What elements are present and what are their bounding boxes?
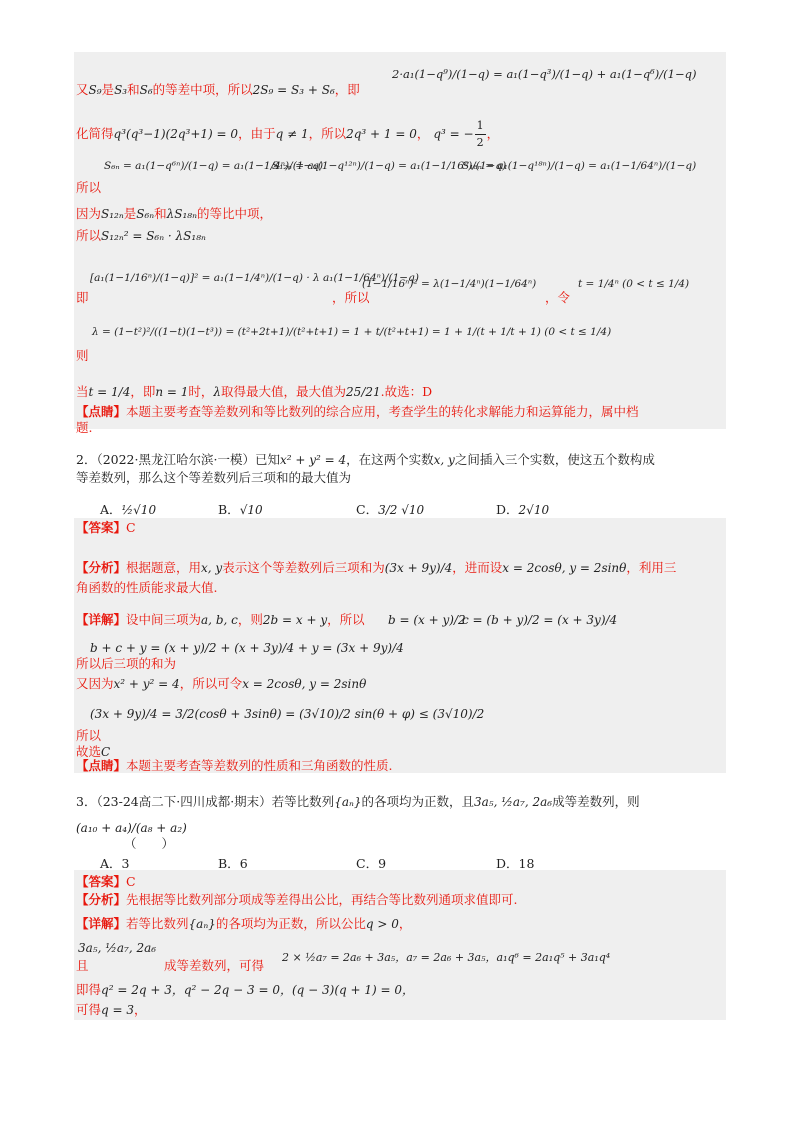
q2-option-c[interactable]: C．3/2 √10	[356, 502, 425, 517]
q2-dianjing: 【点睛】本题主要考查等差数列的性质和三角函数的性质.	[76, 758, 393, 773]
q2-detail-c: c = (b + y)/2 = (x + 3y)/4	[462, 613, 618, 627]
q2-option-d[interactable]: D．2√10	[496, 502, 550, 517]
p1-s6n-formula: S₆ₙ = a₁(1−q⁶ⁿ)/(1−q) = a₁(1−1/4ⁿ)/(1−q)	[104, 160, 324, 172]
q2-detail-2: 所以后三项的和为	[76, 656, 177, 671]
q3-detail-2b: 成等差数列，可得	[164, 958, 265, 973]
q2-option-b[interactable]: B．√10	[218, 502, 263, 517]
p1-line-5: 所以S₁₂ₙ² = S₆ₙ · λS₁₈ₙ	[76, 228, 206, 243]
q2-stem-2: 等差数列，那么这个等差数列后三项和的最大值为	[76, 470, 352, 485]
p1-lambda-formula: λ = (1−t²)²/((1−t)(1−t³)) = (t²+2t+1)/(t²+t+1) = 1 + t/(t²+t+1) = 1 + 1/(t + 1/t + 1) (0 < t ≤ 1/4)	[92, 326, 612, 338]
q2-detail-b: b = (x + y)/2	[388, 613, 466, 627]
q3-detail-2: 且	[76, 958, 89, 973]
p1-s18n-formula: S₁₈ₙ = a₁(1−q¹⁸ⁿ)/(1−q) = a₁(1−1/64ⁿ)/(1−q)	[462, 160, 697, 172]
q2-detail-sum: b + c + y = (x + y)/2 + (x + 3y)/4 + y = (3x + 9y)/4	[90, 641, 404, 655]
p1-s12n-formula: S₁₂ₙ = a₁(1−q¹²ⁿ)/(1−q) = a₁(1−1/16ⁿ)/(1−q)	[272, 160, 507, 172]
q3-answer: 【答案】C	[76, 874, 136, 889]
q2-analysis-1: 【分析】根据题意，用x, y表示这个等差数列后三项和为(3x + 9y)/4，进而设x = 2cosθ, y = 2sinθ，利用三	[76, 560, 677, 575]
q2-answer: 【答案】C	[76, 520, 136, 535]
q2-detail-1: 【详解】设中间三项为a, b, c，则2b = x + y，所以	[76, 612, 365, 627]
p1-line-3-label: 所以	[76, 180, 102, 195]
q3-paren: （ ）	[124, 836, 175, 851]
p1-line-6-b: ，所以	[332, 290, 370, 305]
q3-detail-3: 即得q² = 2q + 3，q² − 2q − 3 = 0，(q − 3)(q + 1) = 0，	[76, 982, 415, 997]
q3-detail-4: 可得q = 3，	[76, 1002, 147, 1017]
q3-detail-1: 【详解】若等比数列{aₙ}的各项均为正数，所以公比q > 0，	[76, 916, 412, 931]
p1-line-7: 则	[76, 348, 89, 363]
q3-option-b[interactable]: B．6	[218, 856, 248, 871]
p1-line-6-c: ，令	[545, 290, 571, 305]
q2-analysis-2: 角函数的性质能求最大值.	[76, 580, 218, 595]
p1-line-6: 即	[76, 290, 89, 305]
q2-detail-3: 又因为x² + y² = 4，所以可令x = 2cosθ, y = 2sinθ	[76, 676, 367, 691]
q3-option-a[interactable]: A．3	[100, 856, 130, 871]
q3-option-c[interactable]: C．9	[356, 856, 387, 871]
q3-analysis: 【分析】先根据等比数列部分项成等差得出公比，再结合等比数列通项求值即可.	[76, 892, 518, 907]
q2-detail-4: 所以	[76, 728, 102, 743]
p1-dianjing-2: 题.	[76, 420, 93, 435]
p1-line-8: 当t = 1/4，即n = 1时，λ取得最大值，最大值为25/21.故选：D	[76, 384, 433, 399]
q3-stem-1: 3．（23-24高二下·四川成都·期末）若等比数列{aₙ}的各项均为正数，且3a₅, ½a₇, 2a₆成等差数列，则	[76, 794, 640, 809]
p1-line-6-sub: t = 1/4ⁿ (0 < t ≤ 1/4)	[578, 278, 690, 290]
q2-detail-5: 故选C	[76, 744, 111, 759]
p1-line-4: 因为S₁₂ₙ是S₆ₙ和λS₁₈ₙ的等比中项，	[76, 206, 272, 221]
q2-option-a[interactable]: A．½√10	[100, 502, 157, 517]
q3-ratio: (a₁₀ + a₄)/(a₈ + a₂)	[76, 821, 187, 835]
q3-detail-eq: 2 × ½a₇ = 2a₆ + 3a₅，a₇ = 2a₆ + 3a₅，a₁q⁶ = 2a₁q⁵ + 3a₁q⁴	[282, 951, 611, 964]
p1-dianjing: 【点睛】本题主要考查等差数列和等比数列的综合应用，考查学生的转化求解能力和运算能力，属中档	[76, 404, 639, 419]
p1-line-2: 化简得q³(q³−1)(2q³+1) = 0，由于q ≠ 1，所以2q³ + 1 = 0， q³ = − $\frac{1}{2}$ ，	[76, 119, 500, 149]
q3-option-d[interactable]: D．18	[496, 856, 535, 871]
q3-detail-terms: 3a₅, ½a₇, 2a₆	[78, 941, 157, 955]
p1-line-6-equation-2: (1−1/16ⁿ)² = λ(1−1/4ⁿ)(1−1/64ⁿ)	[362, 278, 537, 290]
p1-line-6-equation: [a₁(1−1/16ⁿ)/(1−q)]² = a₁(1−1/4ⁿ)/(1−q) · λ a₁(1−1/64ⁿ)/(1−q)	[90, 272, 419, 284]
q2-detail-bound: (3x + 9y)/4 = 3/2(cosθ + 3sinθ) = (3√10)/2 sin(θ + φ) ≤ (3√10)/2	[90, 707, 485, 721]
p1-line-1-equation: 2·a₁(1−q⁹)/(1−q) = a₁(1−q³)/(1−q) + a₁(1−q⁶)/(1−q)	[392, 67, 697, 81]
q2-stem-1: 2．（2022·黑龙江哈尔滨·一模）已知x² + y² = 4，在这两个实数x, y之间插入三个实数，使这五个数构成	[76, 452, 655, 467]
p1-line-1: 又S₉是S₃和S₆的等差中项，所以2S₉ = S₃ + S₆，即	[76, 82, 360, 97]
